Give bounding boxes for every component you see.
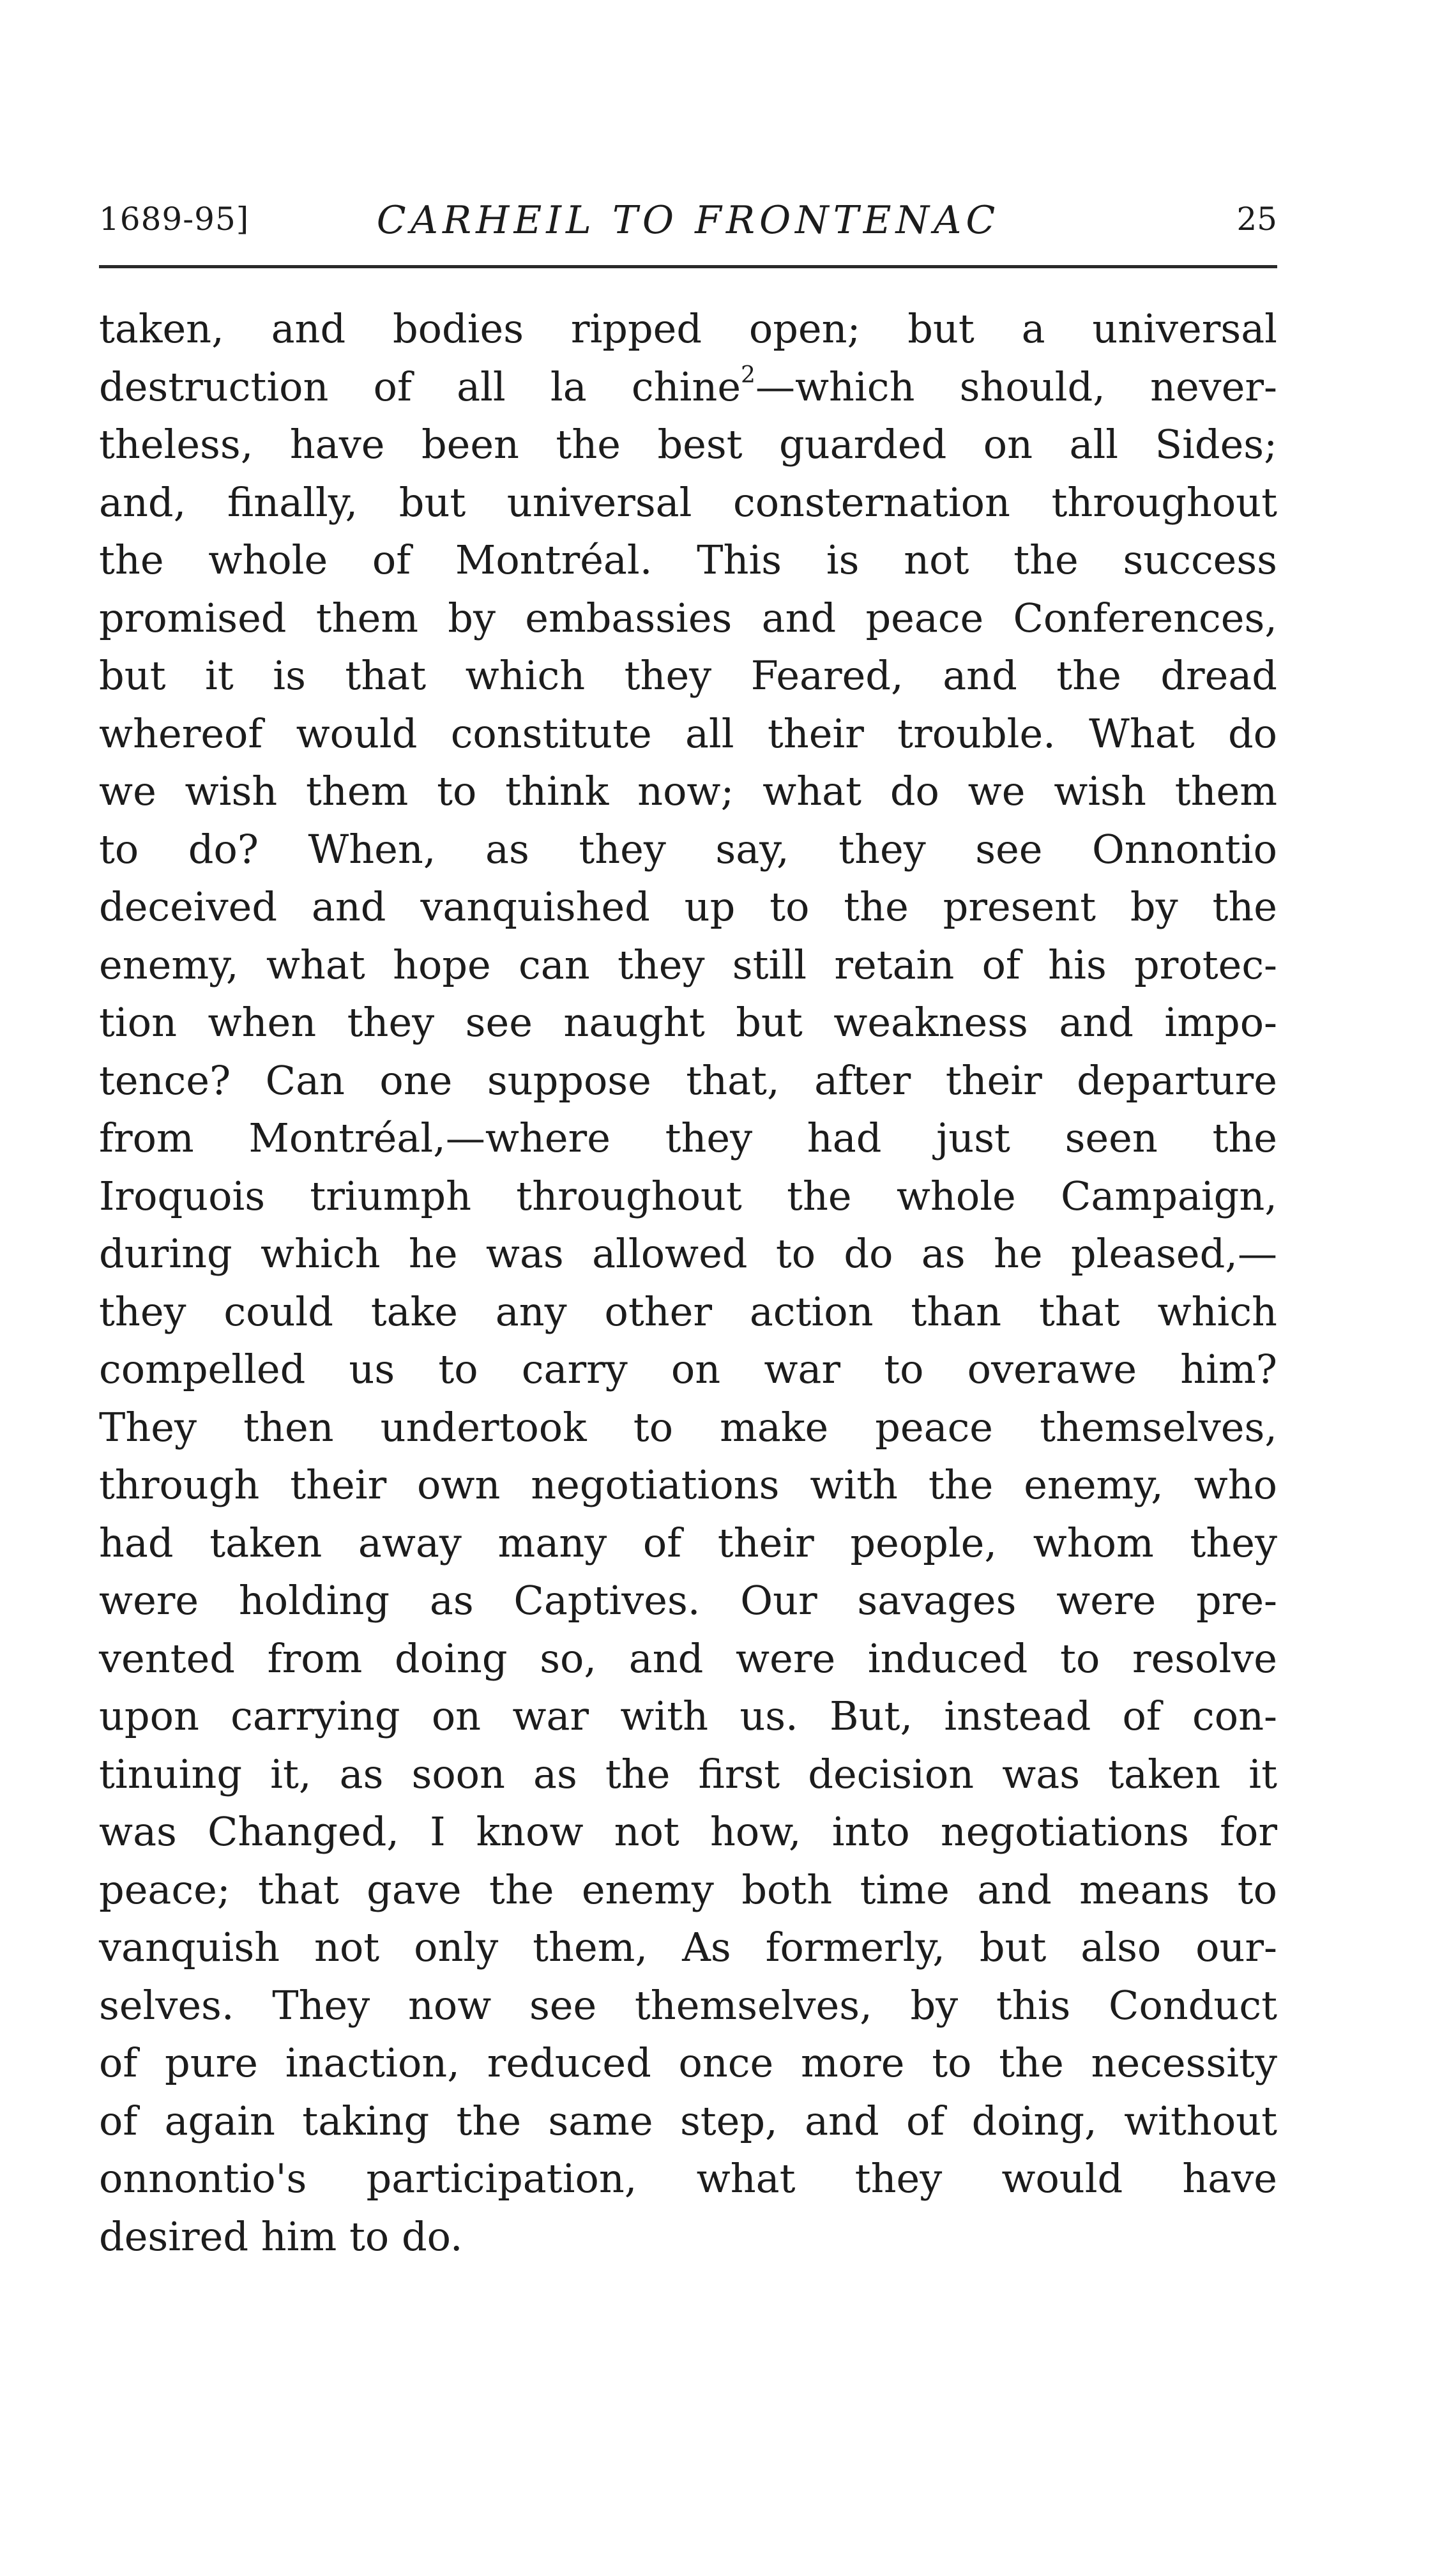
text-segment: —which should, never-: [755, 363, 1277, 410]
running-header: [99, 192, 1277, 249]
text-line: during which he was allowed to do as he pleased,—: [99, 1230, 1277, 1277]
text-line: of again taking the same step, and of doing, without: [99, 2097, 1277, 2144]
header-years: 1689-95]: [99, 201, 250, 238]
text-line: onnontio's participation, what they would have: [99, 2155, 1277, 2202]
text-line: selves. They now see themselves, by this Conduct: [99, 1981, 1277, 2029]
header-title: CARHEIL TO FRONTENAC: [376, 198, 1000, 243]
text-line: through their own negotiations with the enemy, who: [99, 1461, 1277, 1508]
text-line: and, finally, but universal consternation throughout: [99, 478, 1277, 526]
text-segment: destruction of all la chine: [99, 363, 741, 410]
text-line: vanquish not only them, As formerly, but also our-: [99, 1924, 1277, 1970]
text-line: they could take any other action than that which: [99, 1288, 1277, 1335]
text-line: [99, 358, 1277, 416]
text-line: deceived and vanquished up to the present by the: [99, 883, 1277, 930]
text-line: the whole of Montréal. This is not the success: [99, 537, 1277, 583]
text-line: peace; that gave the enemy both time and means to: [99, 1866, 1277, 1913]
text-line: Iroquois triumph throughout the whole Campaign,: [99, 1172, 1277, 1219]
text-line: vented from doing so, and were induced to resolve: [99, 1635, 1277, 1682]
text-line: from Montréal,—where they had just seen the: [99, 1115, 1277, 1161]
header-rule: [99, 265, 1277, 268]
text-line: we wish them to think now; what do we wish them: [99, 768, 1277, 814]
text-line: enemy, what hope can they still retain of his protec-: [99, 941, 1277, 988]
text-line: was Changed, I know not how, into negotiations for: [99, 1808, 1277, 1855]
text-line: theless, have been the best guarded on all Sides;: [99, 421, 1277, 468]
page-number: 25: [1236, 201, 1277, 238]
text-line: were holding as Captives. Our savages were pre-: [99, 1577, 1277, 1624]
text-line: had taken away many of their people, whom they: [99, 1519, 1277, 1566]
text-line: desired him to do.: [99, 2213, 463, 2260]
text-line: tinuing it, as soon as the first decision was taken it: [99, 1750, 1277, 1797]
text-line: promised them by embassies and peace Conferences,: [99, 594, 1277, 641]
text-line: of pure inaction, reduced once more to the necessity: [99, 2039, 1277, 2086]
footnote-marker: 2: [741, 362, 755, 388]
text-line: whereof would constitute all their trouble. What do: [99, 710, 1277, 757]
text-line: compelled us to carry on war to overawe him?: [99, 1346, 1277, 1392]
text-line: tion when they see naught but weakness and impo-: [99, 999, 1277, 1046]
body-text: [99, 300, 1277, 2266]
text-line: to do? When, as they say, they see Onnontio: [99, 825, 1277, 873]
text-line: taken, and bodies ripped open; but a universal: [99, 305, 1277, 352]
text-line: tence? Can one suppose that, after their departure: [99, 1056, 1277, 1104]
text-line: upon carrying on war with us. But, instead of con-: [99, 1693, 1277, 1739]
text-line: but it is that which they Feared, and the dread: [99, 652, 1277, 699]
text-line: They then undertook to make peace themselves,: [99, 1403, 1277, 1451]
